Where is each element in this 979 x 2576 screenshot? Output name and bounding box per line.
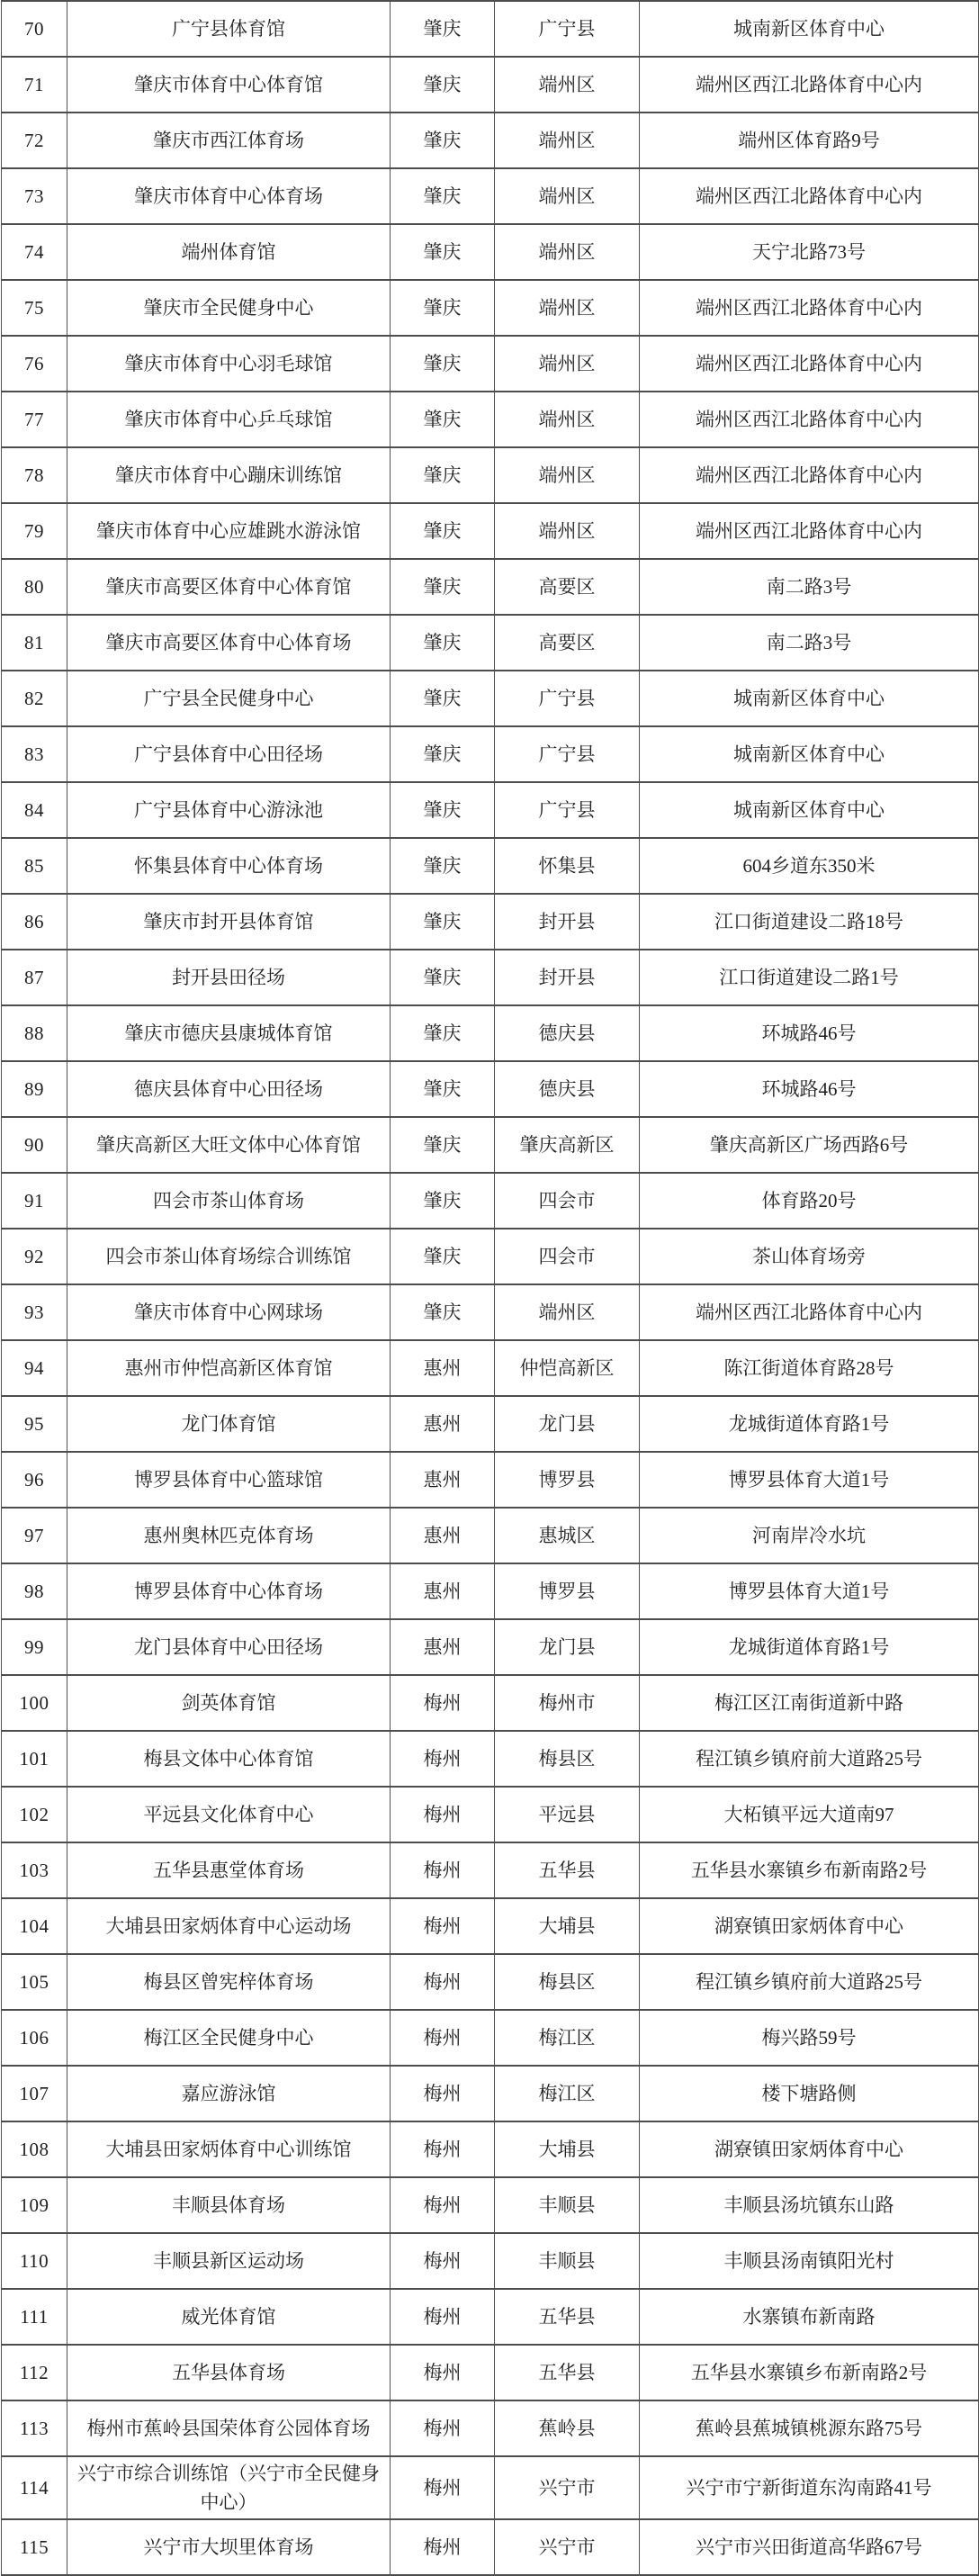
- address-cell: 城南新区体育中心: [640, 1, 979, 57]
- row-number-cell: 89: [2, 1061, 67, 1117]
- row-number-cell: 106: [2, 2010, 67, 2066]
- district-cell: 龙门县: [495, 1396, 640, 1452]
- district-cell: 德庆县: [495, 1061, 640, 1117]
- row-number-cell: 72: [2, 113, 67, 168]
- table-row: [2, 1, 979, 57]
- venue-name-cell: 肇庆市体育中心蹦床训练馆: [67, 447, 391, 503]
- city-cell: 梅州: [391, 2345, 495, 2400]
- table-row: [2, 1117, 979, 1173]
- address-cell: 兴宁市宁新街道东沟南路41号: [640, 2456, 979, 2519]
- table-row: [2, 1340, 979, 1396]
- venue-name-cell: 五华县体育场: [67, 2345, 391, 2400]
- city-cell: 梅州: [391, 2519, 495, 2575]
- row-number-cell: 88: [2, 1005, 67, 1061]
- city-cell: 惠州: [391, 1563, 495, 1619]
- row-number-cell: 102: [2, 1787, 67, 1842]
- district-cell: 德庆县: [495, 1005, 640, 1061]
- row-number-cell: 79: [2, 503, 67, 559]
- address-cell: 环城路46号: [640, 1005, 979, 1061]
- row-number-cell: 93: [2, 1284, 67, 1340]
- city-cell: 梅州: [391, 1898, 495, 1954]
- row-number-cell: 91: [2, 1173, 67, 1229]
- venue-name-cell: 平远县文化体育中心: [67, 1787, 391, 1842]
- table-row: [2, 1005, 979, 1061]
- row-number-cell: 99: [2, 1619, 67, 1675]
- district-cell: 端州区: [495, 503, 640, 559]
- district-cell: 梅县区: [495, 1731, 640, 1787]
- table-row: [2, 726, 979, 782]
- table-row: [2, 1954, 979, 2010]
- venue-name-cell: 丰顺县新区运动场: [67, 2233, 391, 2289]
- row-number-cell: 104: [2, 1898, 67, 1954]
- address-cell: 端州区西江北路体育中心内: [640, 392, 979, 447]
- address-cell: 河南岸冷水坑: [640, 1508, 979, 1563]
- row-number-cell: 112: [2, 2345, 67, 2400]
- venue-name-cell: 肇庆市体育中心应雄跳水游泳馆: [67, 503, 391, 559]
- venue-name-cell: 端州体育馆: [67, 224, 391, 280]
- row-number-cell: 114: [2, 2456, 67, 2519]
- venue-name-cell: 肇庆市体育中心乒乓球馆: [67, 392, 391, 447]
- table-row: [2, 2233, 979, 2289]
- city-cell: 肇庆: [391, 726, 495, 782]
- venue-name-cell: 大埔县田家炳体育中心训练馆: [67, 2121, 391, 2177]
- city-cell: 梅州: [391, 2289, 495, 2345]
- venue-name-cell: 五华县惠堂体育场: [67, 1842, 391, 1898]
- venue-name-cell: 肇庆市封开县体育馆: [67, 894, 391, 950]
- district-cell: 端州区: [495, 1284, 640, 1340]
- city-cell: 梅州: [391, 2010, 495, 2066]
- row-number-cell: 113: [2, 2400, 67, 2456]
- venue-name-cell: 嘉应游泳馆: [67, 2066, 391, 2121]
- district-cell: 高要区: [495, 615, 640, 671]
- address-cell: 端州区西江北路体育中心内: [640, 447, 979, 503]
- table-row: [2, 671, 979, 726]
- district-cell: 仲恺高新区: [495, 1340, 640, 1396]
- venue-name-cell: 四会市茶山体育场: [67, 1173, 391, 1229]
- table-row: [2, 2177, 979, 2233]
- venue-name-cell: 惠州市仲恺高新区体育馆: [67, 1340, 391, 1396]
- venue-name-cell: 兴宁市大坝里体育场: [67, 2519, 391, 2575]
- venue-name-cell: 剑英体育馆: [67, 1675, 391, 1731]
- address-cell: 水寨镇布新南路: [640, 2289, 979, 2345]
- city-cell: 肇庆: [391, 894, 495, 950]
- row-number-cell: 105: [2, 1954, 67, 2010]
- district-cell: 怀集县: [495, 838, 640, 894]
- address-cell: 兴宁市兴田街道高华路67号: [640, 2519, 979, 2575]
- address-cell: 端州区西江北路体育中心内: [640, 168, 979, 224]
- table-row: [2, 2289, 979, 2345]
- table-row: [2, 1396, 979, 1452]
- venue-name-cell: 广宁县体育中心田径场: [67, 726, 391, 782]
- table-row: [2, 224, 979, 280]
- address-cell: 梅兴路59号: [640, 2010, 979, 2066]
- row-number-cell: 80: [2, 559, 67, 615]
- row-number-cell: 73: [2, 168, 67, 224]
- city-cell: 惠州: [391, 1508, 495, 1563]
- district-cell: 四会市: [495, 1173, 640, 1229]
- city-cell: 肇庆: [391, 447, 495, 503]
- table-row: [2, 950, 979, 1005]
- address-cell: 楼下塘路侧: [640, 2066, 979, 2121]
- row-number-cell: 103: [2, 1842, 67, 1898]
- city-cell: 梅州: [391, 1954, 495, 2010]
- row-number-cell: 95: [2, 1396, 67, 1452]
- district-cell: 丰顺县: [495, 2233, 640, 2289]
- address-cell: 江口街道建设二路18号: [640, 894, 979, 950]
- table-row: [2, 1563, 979, 1619]
- row-number-cell: 110: [2, 2233, 67, 2289]
- row-number-cell: 74: [2, 224, 67, 280]
- row-number-cell: 77: [2, 392, 67, 447]
- table-row: [2, 1842, 979, 1898]
- table-row: [2, 2400, 979, 2456]
- row-number-cell: 87: [2, 950, 67, 1005]
- district-cell: 肇庆高新区: [495, 1117, 640, 1173]
- row-number-cell: 84: [2, 782, 67, 838]
- address-cell: 湖寮镇田家炳体育中心: [640, 1898, 979, 1954]
- city-cell: 肇庆: [391, 615, 495, 671]
- district-cell: 封开县: [495, 950, 640, 1005]
- row-number-cell: 70: [2, 1, 67, 57]
- table-row: [2, 392, 979, 447]
- address-cell: 端州区西江北路体育中心内: [640, 336, 979, 392]
- table-row: [2, 559, 979, 615]
- table-row: [2, 894, 979, 950]
- table-row: [2, 1898, 979, 1954]
- row-number-cell: 98: [2, 1563, 67, 1619]
- venue-name-cell: 肇庆市高要区体育中心体育馆: [67, 559, 391, 615]
- venue-name-cell: 广宁县体育中心游泳池: [67, 782, 391, 838]
- city-cell: 梅州: [391, 1731, 495, 1787]
- address-cell: 龙城街道体育路1号: [640, 1396, 979, 1452]
- city-cell: 惠州: [391, 1619, 495, 1675]
- venue-name-cell: 广宁县全民健身中心: [67, 671, 391, 726]
- table-row: [2, 1229, 979, 1284]
- address-cell: 南二路3号: [640, 559, 979, 615]
- district-cell: 端州区: [495, 113, 640, 168]
- row-number-cell: 82: [2, 671, 67, 726]
- district-cell: 广宁县: [495, 726, 640, 782]
- district-cell: 兴宁市: [495, 2456, 640, 2519]
- district-cell: 广宁县: [495, 1, 640, 57]
- venue-name-cell: 大埔县田家炳体育中心运动场: [67, 1898, 391, 1954]
- venue-name-cell: 兴宁市综合训练馆（兴宁市全民健身中心）: [67, 2456, 391, 2519]
- address-cell: 肇庆高新区广场西路6号: [640, 1117, 979, 1173]
- address-cell: 程江镇乡镇府前大道路25号: [640, 1731, 979, 1787]
- district-cell: 五华县: [495, 1842, 640, 1898]
- venue-name-cell: 肇庆市德庆县康城体育馆: [67, 1005, 391, 1061]
- table-row: [2, 782, 979, 838]
- venue-name-cell: 龙门县体育中心田径场: [67, 1619, 391, 1675]
- city-cell: 肇庆: [391, 559, 495, 615]
- district-cell: 端州区: [495, 224, 640, 280]
- city-cell: 惠州: [391, 1452, 495, 1508]
- address-cell: 天宁北路73号: [640, 224, 979, 280]
- city-cell: 肇庆: [391, 224, 495, 280]
- venue-name-cell: 梅江区全民健身中心: [67, 2010, 391, 2066]
- sports-venue-table: [1, 0, 979, 2576]
- address-cell: 江口街道建设二路1号: [640, 950, 979, 1005]
- venue-name-cell: 肇庆市高要区体育中心体育场: [67, 615, 391, 671]
- district-cell: 广宁县: [495, 671, 640, 726]
- table-row: [2, 336, 979, 392]
- city-cell: 梅州: [391, 2400, 495, 2456]
- city-cell: 肇庆: [391, 782, 495, 838]
- district-cell: 五华县: [495, 2289, 640, 2345]
- district-cell: 大埔县: [495, 2121, 640, 2177]
- address-cell: 南二路3号: [640, 615, 979, 671]
- venue-name-cell: 博罗县体育中心体育场: [67, 1563, 391, 1619]
- district-cell: 博罗县: [495, 1563, 640, 1619]
- row-number-cell: 76: [2, 336, 67, 392]
- address-cell: 城南新区体育中心: [640, 671, 979, 726]
- district-cell: 端州区: [495, 336, 640, 392]
- district-cell: 梅州市: [495, 1675, 640, 1731]
- city-cell: 肇庆: [391, 392, 495, 447]
- district-cell: 端州区: [495, 392, 640, 447]
- city-cell: 梅州: [391, 1842, 495, 1898]
- table-row: [2, 1284, 979, 1340]
- table-row: [2, 280, 979, 336]
- address-cell: 端州区西江北路体育中心内: [640, 57, 979, 113]
- venue-name-cell: 肇庆市西江体育场: [67, 113, 391, 168]
- address-cell: 端州区西江北路体育中心内: [640, 503, 979, 559]
- table-row: [2, 2010, 979, 2066]
- city-cell: 肇庆: [391, 113, 495, 168]
- venue-name-cell: 肇庆高新区大旺文体中心体育馆: [67, 1117, 391, 1173]
- address-cell: 城南新区体育中心: [640, 782, 979, 838]
- row-number-cell: 101: [2, 1731, 67, 1787]
- district-cell: 广宁县: [495, 782, 640, 838]
- district-cell: 平远县: [495, 1787, 640, 1842]
- table-row: [2, 1787, 979, 1842]
- address-cell: 程江镇乡镇府前大道路25号: [640, 1954, 979, 2010]
- city-cell: 惠州: [391, 1340, 495, 1396]
- district-cell: 大埔县: [495, 1898, 640, 1954]
- venue-name-cell: 博罗县体育中心篮球馆: [67, 1452, 391, 1508]
- address-cell: 梅江区江南街道新中路: [640, 1675, 979, 1731]
- table-row: [2, 2345, 979, 2400]
- address-cell: 蕉岭县蕉城镇桃源东路75号: [640, 2400, 979, 2456]
- district-cell: 四会市: [495, 1229, 640, 1284]
- table-row: [2, 1675, 979, 1731]
- district-cell: 梅江区: [495, 2066, 640, 2121]
- table-row: [2, 168, 979, 224]
- address-cell: 五华县水寨镇乡布新南路2号: [640, 1842, 979, 1898]
- venue-name-cell: 肇庆市体育中心羽毛球馆: [67, 336, 391, 392]
- venue-name-cell: 梅州市蕉岭县国荣体育公园体育场: [67, 2400, 391, 2456]
- table-row: [2, 447, 979, 503]
- district-cell: 博罗县: [495, 1452, 640, 1508]
- city-cell: 肇庆: [391, 1, 495, 57]
- city-cell: 肇庆: [391, 1229, 495, 1284]
- district-cell: 端州区: [495, 168, 640, 224]
- table-row: [2, 1508, 979, 1563]
- venue-name-cell: 怀集县体育中心体育场: [67, 838, 391, 894]
- row-number-cell: 71: [2, 57, 67, 113]
- row-number-cell: 92: [2, 1229, 67, 1284]
- address-cell: 湖寮镇田家炳体育中心: [640, 2121, 979, 2177]
- row-number-cell: 81: [2, 615, 67, 671]
- address-cell: 604乡道东350米: [640, 838, 979, 894]
- address-cell: 端州区西江北路体育中心内: [640, 280, 979, 336]
- city-cell: 肇庆: [391, 671, 495, 726]
- city-cell: 肇庆: [391, 168, 495, 224]
- district-cell: 端州区: [495, 280, 640, 336]
- table-row: [2, 1731, 979, 1787]
- row-number-cell: 108: [2, 2121, 67, 2177]
- address-cell: 博罗县体育大道1号: [640, 1452, 979, 1508]
- row-number-cell: 83: [2, 726, 67, 782]
- table-row: [2, 1173, 979, 1229]
- district-cell: 龙门县: [495, 1619, 640, 1675]
- table-row: [2, 2066, 979, 2121]
- address-cell: 陈江街道体育路28号: [640, 1340, 979, 1396]
- venue-name-cell: 龙门体育馆: [67, 1396, 391, 1452]
- row-number-cell: 85: [2, 838, 67, 894]
- city-cell: 梅州: [391, 2066, 495, 2121]
- city-cell: 梅州: [391, 1675, 495, 1731]
- row-number-cell: 111: [2, 2289, 67, 2345]
- address-cell: 五华县水寨镇乡布新南路2号: [640, 2345, 979, 2400]
- address-cell: 龙城街道体育路1号: [640, 1619, 979, 1675]
- venue-name-cell: 肇庆市体育中心体育场: [67, 168, 391, 224]
- city-cell: 肇庆: [391, 503, 495, 559]
- address-cell: 城南新区体育中心: [640, 726, 979, 782]
- city-cell: 肇庆: [391, 1117, 495, 1173]
- address-cell: 环城路46号: [640, 1061, 979, 1117]
- district-cell: 兴宁市: [495, 2519, 640, 2575]
- address-cell: 博罗县体育大道1号: [640, 1563, 979, 1619]
- venue-name-cell: 肇庆市体育中心体育馆: [67, 57, 391, 113]
- district-cell: 高要区: [495, 559, 640, 615]
- city-cell: 肇庆: [391, 838, 495, 894]
- city-cell: 肇庆: [391, 1284, 495, 1340]
- venue-name-cell: 德庆县体育中心田径场: [67, 1061, 391, 1117]
- row-number-cell: 96: [2, 1452, 67, 1508]
- address-cell: 大柘镇平远大道南97: [640, 1787, 979, 1842]
- table-row: [2, 113, 979, 168]
- venue-name-cell: 广宁县体育馆: [67, 1, 391, 57]
- row-number-cell: 86: [2, 894, 67, 950]
- district-cell: 梅江区: [495, 2010, 640, 2066]
- table-row: [2, 503, 979, 559]
- row-number-cell: 100: [2, 1675, 67, 1731]
- district-cell: 蕉岭县: [495, 2400, 640, 2456]
- district-cell: 封开县: [495, 894, 640, 950]
- city-cell: 梅州: [391, 2456, 495, 2519]
- address-cell: 丰顺县汤坑镇东山路: [640, 2177, 979, 2233]
- city-cell: 梅州: [391, 2177, 495, 2233]
- address-cell: 端州区西江北路体育中心内: [640, 1284, 979, 1340]
- city-cell: 梅州: [391, 1787, 495, 1842]
- city-cell: 肇庆: [391, 950, 495, 1005]
- row-number-cell: 75: [2, 280, 67, 336]
- venue-name-cell: 惠州奥林匹克体育场: [67, 1508, 391, 1563]
- district-cell: 丰顺县: [495, 2177, 640, 2233]
- district-cell: 梅县区: [495, 1954, 640, 2010]
- table-row: [2, 2456, 979, 2519]
- venue-name-cell: 梅县文体中心体育馆: [67, 1731, 391, 1787]
- address-cell: 体育路20号: [640, 1173, 979, 1229]
- table-row: [2, 57, 979, 113]
- row-number-cell: 94: [2, 1340, 67, 1396]
- row-number-cell: 109: [2, 2177, 67, 2233]
- row-number-cell: 107: [2, 2066, 67, 2121]
- venue-name-cell: 丰顺县体育场: [67, 2177, 391, 2233]
- city-cell: 惠州: [391, 1396, 495, 1452]
- city-cell: 肇庆: [391, 1005, 495, 1061]
- venue-name-cell: 梅县区曾宪梓体育场: [67, 1954, 391, 2010]
- address-cell: 端州区体育路9号: [640, 113, 979, 168]
- address-cell: 茶山体育场旁: [640, 1229, 979, 1284]
- row-number-cell: 115: [2, 2519, 67, 2575]
- district-cell: 端州区: [495, 57, 640, 113]
- district-cell: 五华县: [495, 2345, 640, 2400]
- table-row: [2, 615, 979, 671]
- venue-name-cell: 肇庆市全民健身中心: [67, 280, 391, 336]
- row-number-cell: 97: [2, 1508, 67, 1563]
- venue-name-cell: 封开县田径场: [67, 950, 391, 1005]
- district-cell: 惠城区: [495, 1508, 640, 1563]
- table-row: [2, 2121, 979, 2177]
- city-cell: 肇庆: [391, 1061, 495, 1117]
- city-cell: 肇庆: [391, 336, 495, 392]
- city-cell: 肇庆: [391, 280, 495, 336]
- district-cell: 端州区: [495, 447, 640, 503]
- venue-name-cell: 四会市茶山体育场综合训练馆: [67, 1229, 391, 1284]
- row-number-cell: 90: [2, 1117, 67, 1173]
- venue-name-cell: 威光体育馆: [67, 2289, 391, 2345]
- city-cell: 肇庆: [391, 57, 495, 113]
- table-row: [2, 838, 979, 894]
- city-cell: 梅州: [391, 2233, 495, 2289]
- venue-name-cell: 肇庆市体育中心网球场: [67, 1284, 391, 1340]
- address-cell: 丰顺县汤南镇阳光村: [640, 2233, 979, 2289]
- venue-table-body: [2, 1, 979, 2575]
- city-cell: 梅州: [391, 2121, 495, 2177]
- table-row: [2, 1619, 979, 1675]
- row-number-cell: 78: [2, 447, 67, 503]
- table-row: [2, 2519, 979, 2575]
- city-cell: 肇庆: [391, 1173, 495, 1229]
- table-row: [2, 1452, 979, 1508]
- table-row: [2, 1061, 979, 1117]
